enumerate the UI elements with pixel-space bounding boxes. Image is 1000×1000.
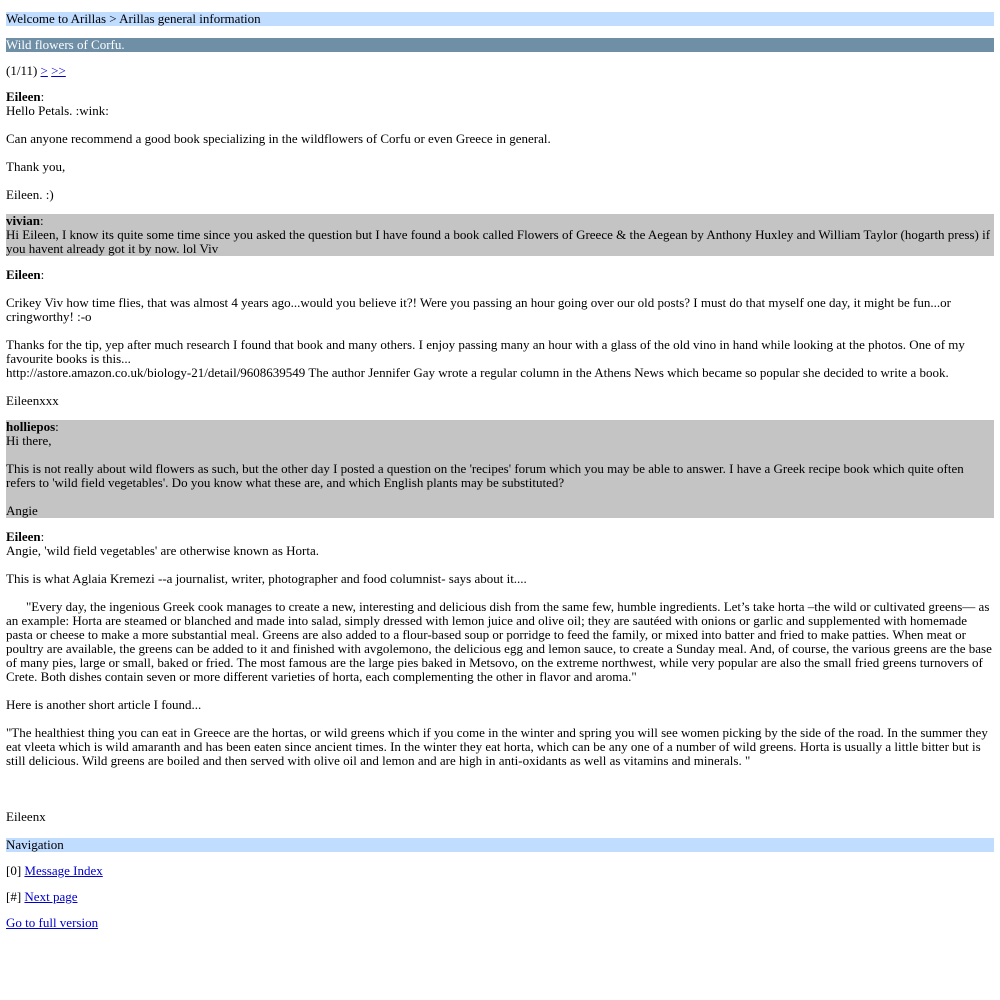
post-author: vivian bbox=[6, 213, 40, 228]
post-quote: "Every day, the ingenious Greek cook manages to create a new, interesting and delicious dish from the same few, humble ingredients. Let’s take horta –the wild or cultivated greens— as an example: Horta are steamed or blanched and made into salad, simply dressed with lemon juice and olive oil; they are sautéed with onions or garlic and supplemented with homemade pasta or cheese to make a more substantial meal. Greens are also added to a flour-based soup or porridge to feed the family, or mixed into batter and fried to make patties. When meat or poultry are available, the greens can be added to it and finished with avgolemono, the delicious egg and lemon sauce, to create a Sunday meal. And, of course, the various greens are the base of many pies, large or small, baked or fried. The most famous are the large pies baked in Metsovo, on the extreme northwest, while very popular are also the small fried greens turnovers of Crete. Both dishes contain seven or more different varieties of horta, each complementing the other in flavor and aroma." bbox=[6, 599, 992, 684]
nav-index-prefix: [0] bbox=[6, 863, 22, 878]
post-text: Here is another short article I found... bbox=[6, 697, 202, 712]
post-text: Can anyone recommend a good book specializing in the wildflowers of Corfu or even Greece in general. bbox=[6, 131, 551, 146]
message-index-link[interactable]: Message Index bbox=[24, 863, 103, 878]
post-2: vivian: Hi Eileen, I know its quite some time since you asked the question but I have found a book called Flowers of Greece & the Aegean by Anthony Huxley and William Taylor (hogarth press) if you havent already got it by now. lol Viv bbox=[6, 214, 994, 256]
last-page-link[interactable]: >> bbox=[51, 63, 66, 78]
post-1: Eileen: Hello Petals. :wink: Can anyone recommend a good book specializing in the wildflowers of Corfu or even Greece in general. Thank you, Eileen. :) bbox=[6, 90, 994, 202]
post-text: Eileen. :) bbox=[6, 187, 54, 202]
post-text: Hi Eileen, I know its quite some time since you asked the question but I have found a book called Flowers of Greece & the Aegean by Anthony Huxley and William Taylor (hogarth press) if you havent already got it by now. lol Viv bbox=[6, 227, 991, 256]
post-text: Angie bbox=[6, 503, 38, 518]
post-text: Hi there, bbox=[6, 433, 52, 448]
post-author: Eileen bbox=[6, 267, 41, 282]
topic-title: Wild flowers of Corfu. bbox=[6, 38, 994, 52]
nav-index-row bbox=[6, 864, 994, 878]
post-text: Eileenx bbox=[6, 809, 46, 824]
nav-full-row bbox=[6, 916, 994, 930]
pagination bbox=[6, 64, 994, 78]
post-text: Angie, 'wild field vegetables' are otherwise known as Horta. bbox=[6, 543, 319, 558]
post-text: Crikey Viv how time flies, that was almost 4 years ago...would you believe it?! Were you passing an hour going over our old posts? I must do that myself one day, it might be fun...or cringworthy! :-o bbox=[6, 295, 951, 324]
post-text: Thanks for the tip, yep after much research I found that book and many others. I enjoy passing many an hour with a glass of the old vino in hand while looking at the photos. One of my favourite books is this... bbox=[6, 337, 965, 366]
next-page-nav-link[interactable]: Next page bbox=[24, 889, 78, 904]
post-text: This is not really about wild flowers as such, but the other day I posted a question on the 'recipes' forum which you may be able to answer. I have a Greek recipe book which quite often refers to 'wild field vegetables'. Do you know what these are, and which English plants may be substituted? bbox=[6, 461, 964, 490]
nav-next-prefix: [#] bbox=[6, 889, 22, 904]
post-text: Hello Petals. :wink: bbox=[6, 103, 109, 118]
nav-next-row bbox=[6, 890, 994, 904]
full-version-link[interactable]: Go to full version bbox=[6, 915, 99, 930]
post-text: Eileenxxx bbox=[6, 393, 59, 408]
navigation-heading: Navigation bbox=[6, 838, 994, 852]
post-text: http://astore.amazon.co.uk/biology-21/detail/9608639549 The author Jennifer Gay wrote a regular column in the Athens News which became so popular she decided to write a book. bbox=[6, 365, 949, 380]
post-author: Eileen bbox=[6, 89, 41, 104]
next-page-link[interactable]: > bbox=[40, 63, 48, 78]
post-4: holliepos: Hi there, This is not really about wild flowers as such, but the other day I posted a question on the 'recipes' forum which you may be able to answer. I have a Greek recipe book which quite often refers to 'wild field vegetables'. Do you know what these are, and which English plants may be substituted? Angie bbox=[6, 420, 994, 518]
page-indicator: (1/11) bbox=[6, 63, 38, 78]
post-text: Thank you, bbox=[6, 159, 66, 174]
post-quote: "The healthiest thing you can eat in Greece are the hortas, or wild greens which if you come in the winter and spring you will see women picking by the side of the road. In the summer they eat vleeta which is wild amaranth and has been eaten since ancient times. In the winter they eat horta, which can be any one of a number of wild greens. Horta is usually a little bitter but is still delicious. Wild greens are boiled and then served with olive oil and lemon and are high in anti-oxidants as well as vitamins and minerals. " bbox=[6, 725, 988, 768]
post-author: holliepos bbox=[6, 419, 56, 434]
post-text: This is what Aglaia Kremezi --a journalist, writer, photographer and food columnist- says about it.... bbox=[6, 571, 527, 586]
spacer bbox=[6, 768, 994, 796]
breadcrumb: Welcome to Arillas > Arillas general information bbox=[6, 12, 994, 26]
post-5: Eileen: Angie, 'wild field vegetables' are otherwise known as Horta. This is what Aglaia Kremezi --a journalist, writer, photographer and food columnist- says about it.... "Every day, the ingenious Greek cook manages to create a new, interesting and delicious dish from the same few, humble ingredients. Let’s take horta –the wild or cultivated greens— as an example: Horta are steamed or blanched and made into salad, simply dressed with lemon juice and olive oil; they are sautéed with onions or garlic and supplemented with homemade pasta or cheese to make a more substantial meal. Greens are also added to a flour-based soup or porridge to feed the family, or mixed into batter and fried to make patties. When meat or poultry are available, the greens can be added to it and finished with avgolemono, the delicious egg and lemon sauce, to create a Sunday meal. And, of course, the various greens are the base of many pies, large or small, baked or fried. The most famous are the large pies baked in Metsovo, on the extreme northwest, while very popular are also the small fried greens turnovers of Crete. Both dishes contain seven or more different varieties of horta, each complementing the other in flavor and aroma." Here is another short article I found... "The healthiest thing you can eat in Greece are the hortas, or wild greens which if you come in the winter and spring you will see women picking by the side of the road. In the summer they eat vleeta which is wild amaranth and has been eaten since ancient times. In the winter they eat horta, which can be any one of a number of wild greens. Horta is usually a little bitter but is still delicious. Wild greens are boiled and then served with olive oil and lemon and are high in anti-oxidants as well as vitamins and minerals. " Eileenx bbox=[6, 530, 994, 824]
post-3: Eileen: Crikey Viv how time flies, that was almost 4 years ago...would you believe it?! Were you passing an hour going over our old posts? I must do that myself one day, it might be fun...or cringworthy! :-o Thanks for the tip, yep after much research I found that book and many others. I enjoy passing many an hour with a glass of the old vino in hand while looking at the photos. One of my favourite books is this... http://astore.amazon.co.uk/biology-21/detail/9608639549 The author Jennifer Gay wrote a regular column in the Athens News which became so popular she decided to write a book. Eileenxxx bbox=[6, 268, 994, 408]
post-author: Eileen bbox=[6, 529, 41, 544]
